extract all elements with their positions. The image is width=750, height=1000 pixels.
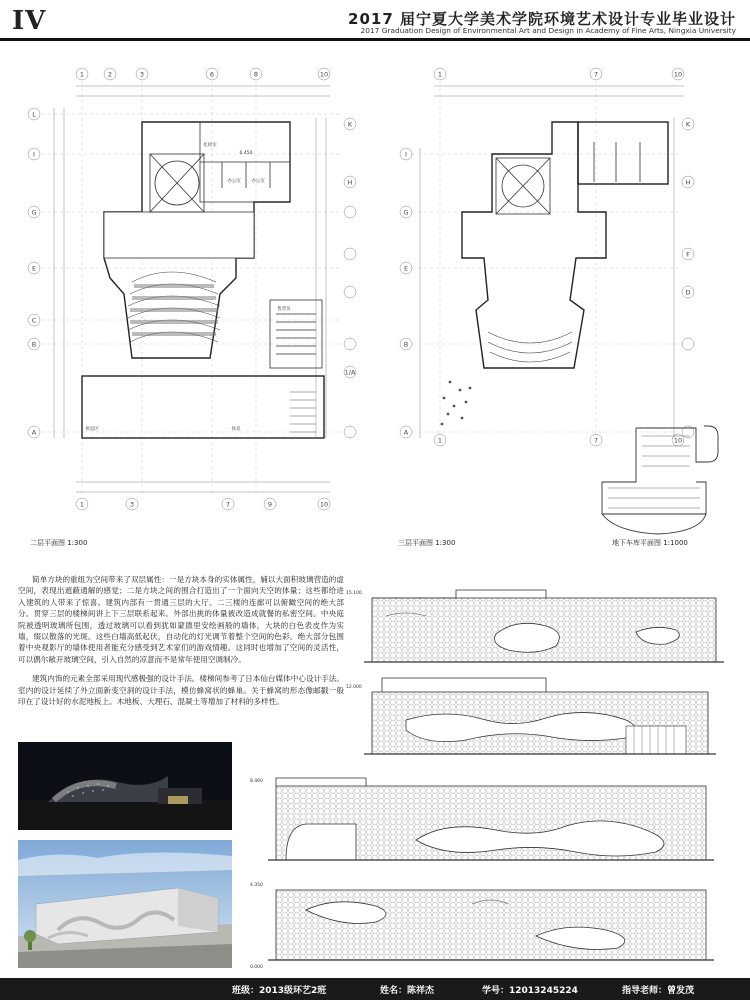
elevation-2 — [364, 678, 716, 754]
grid-top-8: 8 — [253, 70, 259, 79]
room-label-lounge: 休息区 — [85, 427, 99, 432]
grid-row-H: H — [347, 178, 353, 187]
level-label: 6.450 — [239, 151, 253, 156]
room-label-rest: 休息 — [231, 427, 241, 432]
footer-student-id: 学号：12013245224 — [482, 986, 578, 996]
grid-row-G: G — [31, 208, 37, 217]
grid-bottom-1: 1 — [79, 500, 85, 509]
grid-row-K: K — [347, 120, 353, 129]
grid3-row-E: E — [403, 264, 409, 273]
grid-top-6: 6 — [209, 70, 215, 79]
header-rule — [0, 38, 750, 41]
grid-row-L: L — [32, 110, 36, 119]
second-floor-plan — [20, 62, 356, 552]
grid-row-E: E — [31, 264, 37, 273]
level-mark-4: 4.350 — [250, 883, 263, 888]
footer-advisor: 指导老师：曾发茂 — [622, 986, 695, 996]
grid3-top-7: 7 — [593, 70, 599, 79]
sheet-number: IV — [12, 6, 47, 36]
grid-top-2: 2 — [107, 70, 113, 79]
grid3-bottom-10: 10 — [673, 436, 683, 445]
grid-row-C: C — [31, 316, 37, 325]
second-floor-label: 二层平面图 1:300 — [30, 539, 88, 547]
grid3-top-1: 1 — [437, 70, 443, 79]
level-mark-1: 15.100 — [346, 591, 362, 596]
grid3-row-I: I — [405, 150, 407, 159]
grid3-row-F: F — [686, 250, 690, 259]
elevations — [246, 580, 736, 972]
grid3-row-G: G — [403, 208, 409, 217]
grid-top-1: 1 — [79, 70, 85, 79]
grid3-bottom-1: 1 — [437, 436, 443, 445]
basement-label: 地下车库平面图 1:1000 — [612, 539, 688, 547]
sheet-footer — [0, 978, 750, 1000]
day-render — [18, 840, 232, 968]
grid3-top-10: 10 — [673, 70, 683, 79]
grid-row-A: A — [31, 428, 37, 437]
grid3-row-D: D — [685, 288, 691, 297]
room-label-dressing: 化妆室 — [203, 143, 217, 148]
grid-top-3: 3 — [139, 70, 145, 79]
grid-row-1A: 1/A — [344, 368, 356, 377]
grid3-row-A: A — [403, 428, 409, 437]
third-floor-label: 三层平面图 1:300 — [398, 539, 456, 547]
grid-bottom-9: 9 — [267, 500, 273, 509]
sheet-subtitle: 2017 Graduation Design of Environmental Art and Design in Academy of Fine Arts, Ningxia University — [360, 26, 736, 35]
sheet-title: 2017 届宁夏大学美术学院环境艺术设计专业毕业设计 — [348, 10, 736, 28]
elevation-4 — [268, 890, 714, 960]
description-paragraph-1: 简单方块的重组为空间带来了双层属性：一是方块本身的实体属性，辅以大面积玻璃营造的虚空间，表现出遮蔽通解的感觉；二是方块之间的围合打造出了一个面向天空的体量；这些都给进入建筑的人带来了惊喜。建筑内部有一贯通三层的大厅。二三楼的连廊可以俯瞰空间的绝大部分。贯穿三层的楼梯间讲上下三层联系起来。外部出挑的体量被改造成就餐的私密空间。中央庭院被透明玻璃所包围，透过玻璃可以看到犹如蒙德里安绘画般的墙体，大块的白色表皮作为实墙，缀以散落的光斑。这些白墙高低起伏，自动化的灯光调节着整个空间的色彩。绝大部分包围着中央观影厅的墙体使用者能充分感受到艺术家们的游戏情趣。这同时也增加了空间的灵活性，可以偶尔敞开玻璃空间，引入自然的凉意而不是常年使用空调制冷。 — [18, 575, 344, 664]
level-mark-5: 0.000 — [250, 965, 263, 970]
grid-row-B: B — [31, 340, 37, 349]
footer-class: 班级：2013级环艺2班 — [232, 986, 327, 996]
third-floor-plan — [396, 62, 696, 482]
grid-bottom-3: 3 — [129, 500, 135, 509]
grid-row-I: I — [33, 150, 35, 159]
elevation-3 — [268, 778, 714, 860]
grid-bottom-10: 10 — [319, 500, 329, 509]
grid-top-10: 10 — [319, 70, 329, 79]
grid3-row-K: K — [685, 120, 691, 129]
night-render — [18, 742, 232, 830]
grid-bottom-7: 7 — [225, 500, 231, 509]
level-mark-2: 12.000 — [346, 685, 362, 690]
grid3-bottom-7: 7 — [593, 436, 599, 445]
grid3-row-H: H — [685, 178, 691, 187]
basement-plan — [593, 422, 722, 538]
description-paragraph-2: 建筑内饰的元素全部采用现代感极强的设计手法。楼梯间参考了日本仙台媒体中心设计手法。室内的设计延续了外立面新变空洞的设计手法，模仿蜂窝状的蜂巢。关于蜂窝的形态像邮戳一般印在了设计好的水泥地板上。木地板、大理石、混凝土等增加了材料的多样性。 — [18, 674, 344, 707]
grid3-row-B: B — [403, 340, 409, 349]
room-label-office-a: 办公室 — [227, 179, 241, 184]
room-label-office-b: 办公室 — [251, 179, 265, 184]
elevation-1 — [364, 590, 724, 662]
level-mark-3: 8.460 — [250, 779, 263, 784]
room-label-sales: 售货员 — [277, 307, 291, 312]
footer-name: 姓名：陈祥杰 — [380, 986, 435, 996]
